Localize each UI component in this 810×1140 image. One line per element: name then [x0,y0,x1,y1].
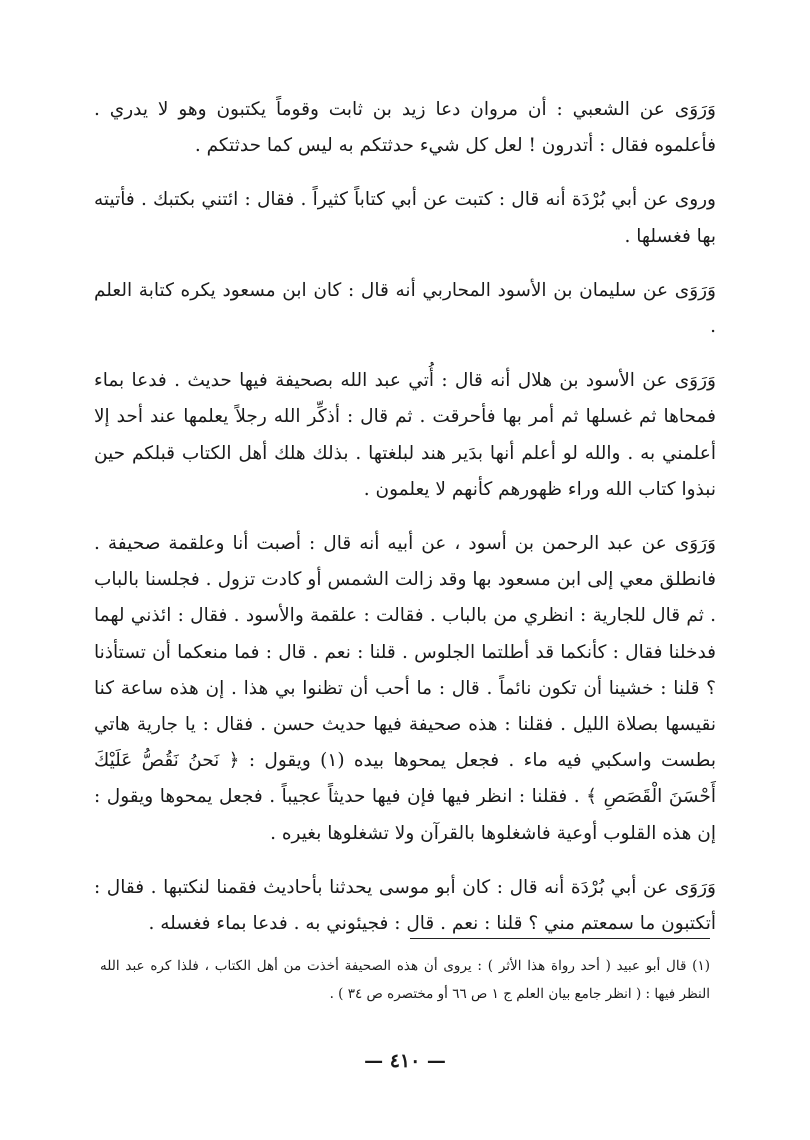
footnote-1: (١) قال أبو عبيد ( أحد رواة هذا الأثر ) : يروى أن هذه الصحيفة أخذت من أهل الكتاب ، فلذا كره عبد الله النظر فيها : ( انظر جامع بيان العلم ج ١ ص ٦٦ أو مختصره ص ٣٤ ) . [100,958,710,1002]
footnote-section [100,952,710,1008]
paragraph-3: وَرَوَى عن سليمان بن الأسود المحاربي أنه قال : كان ابن مسعود يكره كتابة العلم . [94,279,716,338]
footnote-divider [410,938,710,939]
page-number: — ٤١٠ — [364,1050,446,1072]
paragraph-5: وَرَوَى عن عبد الرحمن بن أسود ، عن أبيه أنه قال : أصبت أنا وعلقمة صحيفة . فانطلق معي إلى ابن مسعود بها وقد زالت الشمس أو كادت تزول . فجلسنا بالباب . ثم قال للجارية : انظري من بالباب . فقالت : علقمة والأسود . فقال : ائذني لهما فدخلنا فقال : كأنكما قد أطلتما الجلوس . قلنا : نعم . قال : فما منعكما أن تستأذنا ؟ قلنا : خشينا أن تكون نائماً . قال : ما أحب أن تظنوا بي هذا . إن هذه ساعة كنا نقيسها بصلاة الليل . فقلنا : هذه صحيفة فيها حديث حسن . فقال : يا جارية هاتي بطست واسكبي فيه ماء . فجعل يمحوها بيده (١) ويقول : ﴿ نَحنُ نَقُصُّ عَلَيْكَ أَحْسَنَ الْقَصَصِ ﴾ . فقلنا : انظر فيها فإن فيها حديثاً عجيباً . فجعل يمحوها ويقول : إن هذه القلوب أوعية فاشغلوها بالقرآن ولا تشغلوها بغيره . [94,533,716,844]
paragraph-2: وروى عن أبي بُرْدَة أنه قال : كتبت عن أبي كتاباً كثيراً . فقال : ائتني بكتبك . فأتيته بها فغسلها . [94,189,716,247]
paragraph-6: وَرَوَى عن أبي بُرْدَة أنه قال : كان أبو موسى يحدثنا بأحاديث فقمنا لنكتبها . فقال : أتكتبون ما سمعتم مني ؟ قلنا : نعم . قال : فجيئوني به . فدعا بماء فغسله . [94,876,716,935]
paragraph-4: وَرَوَى عن الأسود بن هلال أنه قال : أُتي عبد الله بصحيفة فيها حديث . فدعا بماء فمحاها ثم غسلها ثم أمر بها فأحرقت . ثم قال : أذكِّر الله رجلاً يعلمها عند أحد إلا أعلمني به . والله لو أعلم أنها بدَير هند لبلغتها . بذلك هلك أهل الكتاب قبلكم حين نبذوا كتاب الله وراء ظهورهم كأنهم لا يعلمون . [94,370,716,500]
main-text [94,92,716,960]
paragraph-1: وَرَوَى عن الشعبي : أن مروان دعا زيد بن ثابت وقوماً يكتبون وهو لا يدري . فأعلموه فقال : أتدرون ! لعل كل شيء حدثتكم به ليس كما حدثتكم . [94,99,716,157]
